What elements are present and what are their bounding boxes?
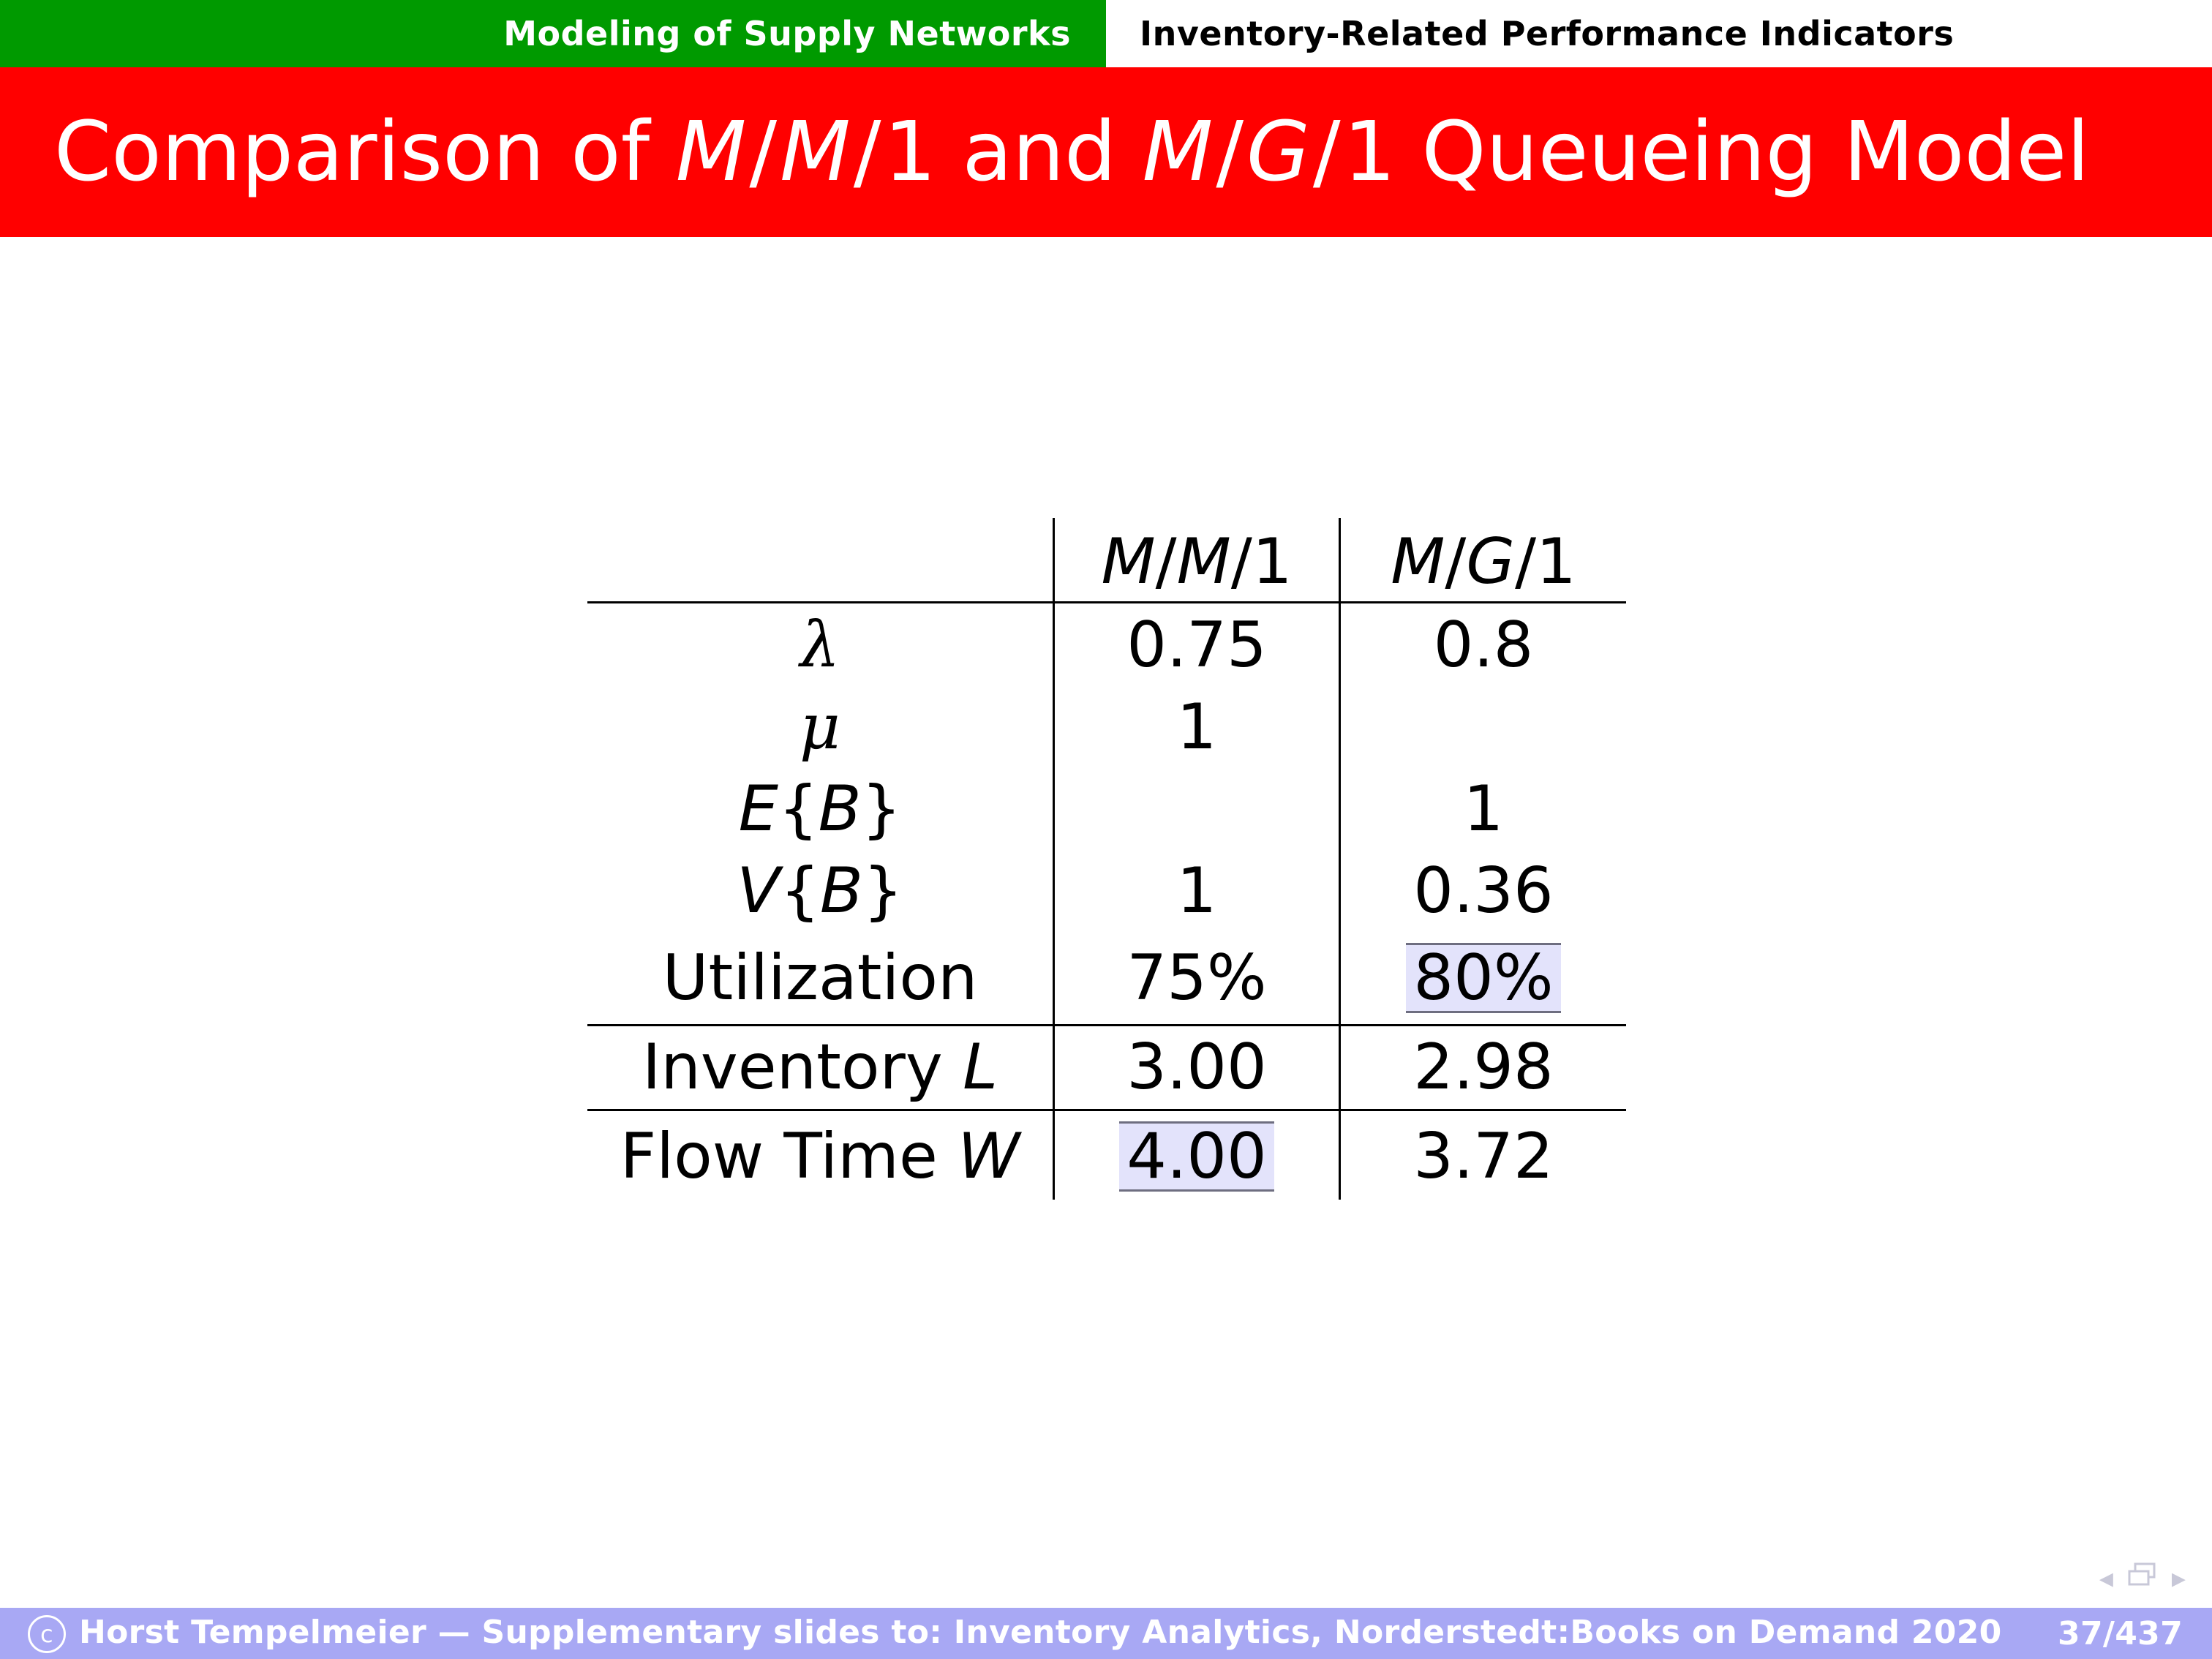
table-flowtime-rule — [587, 1109, 1626, 1111]
title-mm1-service: M — [780, 105, 851, 200]
slash: / — [1445, 525, 1467, 598]
title-mm1-servers: 1 — [884, 105, 936, 200]
service-time-variable: B — [818, 772, 862, 846]
table-cell: 0.36 — [1413, 854, 1554, 928]
mg1-servers: 1 — [1536, 525, 1576, 598]
variance-operator: V — [737, 854, 780, 928]
nav-section-link[interactable]: Modeling of Supply Networks — [503, 14, 1071, 53]
title-mg1-arrival: M — [1142, 105, 1214, 200]
table-cell-highlighted — [1341, 935, 1626, 1021]
title-middle: and — [936, 105, 1143, 200]
row-label-mu — [587, 688, 1053, 767]
lambda-symbol: λ — [800, 609, 840, 682]
row-label-utilization: Utilization — [662, 941, 978, 1015]
slide-title — [54, 105, 2089, 200]
title-suffix: Queueing Model — [1395, 105, 2090, 200]
highlight-box: 80% — [1406, 943, 1560, 1013]
nav-section-panel — [0, 0, 1106, 67]
nav-right-arrow-icon[interactable]: ▸ — [2171, 1562, 2186, 1594]
table-cell: 0.75 — [1126, 609, 1267, 682]
table-cell-highlighted — [1055, 1113, 1339, 1200]
mg1-arrival: M — [1391, 525, 1445, 598]
page-number: 37/437 — [2058, 1614, 2183, 1652]
table-cell: 1 — [1176, 691, 1217, 764]
row-label-flow-time — [587, 1113, 1053, 1200]
table-cell: 0.8 — [1433, 609, 1534, 682]
col-header-mg1 — [1341, 524, 1626, 600]
nav-frame-icon[interactable] — [2126, 1562, 2159, 1594]
title-slash: / — [853, 105, 881, 200]
slash: / — [1230, 525, 1252, 598]
table-cell: 3.00 — [1126, 1031, 1267, 1104]
col-header-mm1 — [1055, 524, 1339, 600]
footer-citation-text: Horst Tempelmeier — Supplementary slides to: Inventory Analytics, Norderstedt:Books on Demand 2020 — [79, 1614, 2002, 1651]
mm1-service: M — [1176, 525, 1231, 598]
highlight-box: 4.00 — [1119, 1121, 1274, 1192]
row-label-variance-service: V { B } — [737, 854, 903, 928]
copyright-icon: c — [28, 1615, 66, 1653]
table-cell: 75% — [1126, 941, 1267, 1015]
inventory-variable: L — [963, 1031, 998, 1104]
table-cell: 1 — [1463, 772, 1504, 846]
expectation-operator: E — [738, 772, 778, 846]
row-label-lambda — [587, 606, 1053, 685]
mg1-service: G — [1466, 525, 1516, 598]
title-slash: / — [1312, 105, 1341, 200]
nav-subsection-link[interactable]: Inventory-Related Performance Indicators — [1140, 14, 1955, 53]
table-cell — [1055, 770, 1339, 849]
footer-citation — [28, 1614, 2002, 1653]
footer-bar — [0, 1608, 2212, 1659]
service-time-variable: B — [819, 854, 863, 928]
row-label-expected-service: E { B } — [738, 772, 902, 846]
title-slash: / — [749, 105, 778, 200]
flow-time-variable: W — [958, 1120, 1020, 1193]
table-cell: 2.98 — [1413, 1031, 1554, 1104]
title-prefix: Comparison of — [54, 105, 676, 200]
navigation-symbols — [2099, 1561, 2186, 1595]
flow-time-label-text: Flow Time — [620, 1120, 958, 1193]
title-mg1-service: G — [1246, 105, 1310, 200]
mu-symbol: μ — [800, 691, 840, 764]
inventory-label-text: Inventory — [642, 1031, 963, 1104]
table-cell: 1 — [1176, 854, 1217, 928]
slash: / — [1155, 525, 1177, 598]
title-mm1-arrival: M — [675, 105, 747, 200]
table-cell: 3.72 — [1413, 1120, 1554, 1193]
comparison-table — [587, 518, 1626, 1200]
top-navigation-bar — [0, 0, 2212, 67]
nav-subsection-panel — [1106, 0, 2212, 67]
table-header-rule — [587, 601, 1626, 603]
table-cell — [1341, 688, 1626, 767]
nav-left-arrow-icon[interactable]: ◂ — [2099, 1562, 2113, 1594]
row-label-inventory — [587, 1028, 1053, 1106]
title-mg1-servers: 1 — [1343, 105, 1396, 200]
table-output-rule — [587, 1024, 1626, 1026]
slash: / — [1515, 525, 1537, 598]
title-band — [0, 67, 2212, 237]
mm1-servers: 1 — [1252, 525, 1293, 598]
title-slash: / — [1216, 105, 1244, 200]
mm1-arrival: M — [1101, 525, 1156, 598]
